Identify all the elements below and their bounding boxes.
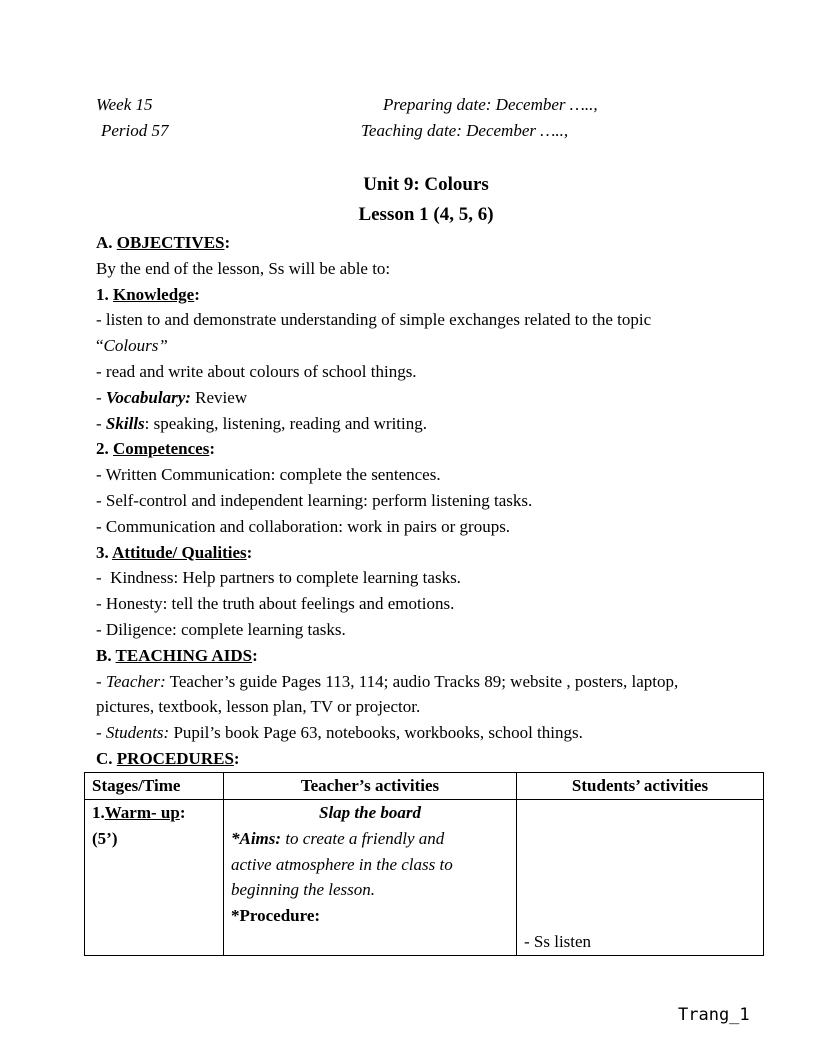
- vocabulary-line: [96, 385, 776, 411]
- stage-name: [92, 800, 216, 826]
- knowledge-line-1: - listen to and demonstrate understanding of simple exchanges related to the topic: [96, 310, 652, 330]
- attitude-item: - Diligence: complete learning tasks.: [96, 619, 346, 639]
- lesson-title: Lesson 1 (4, 5, 6): [358, 204, 494, 225]
- procedures-heading: C. PROCEDURES:: [96, 748, 240, 768]
- student-activity: - Ss listen: [524, 932, 592, 952]
- student-aids-line: [96, 720, 776, 746]
- week-label: Week 15: [96, 95, 153, 114]
- teacher-activities-cell: [224, 800, 517, 956]
- column-header: Students’ activities: [517, 773, 764, 800]
- section-prefix: B.: [96, 645, 116, 665]
- lesson-content: [96, 230, 776, 772]
- section-prefix: A.: [96, 233, 117, 252]
- section-heading-text: Knowledge: [113, 284, 195, 304]
- section-heading-text: OBJECTIVES: [116, 233, 225, 252]
- teaching-aids-heading: B. TEACHING AIDS:: [96, 645, 258, 665]
- aims-label: *Aims:: [231, 828, 282, 848]
- objectives-heading: A. OBJECTIVES:: [96, 233, 231, 252]
- attitude-item: - Honesty: tell the truth about feelings and emotions.: [96, 594, 455, 614]
- section-heading-text: PROCEDURES: [116, 748, 234, 768]
- section-prefix: 3.: [96, 542, 113, 562]
- preparing-date: Preparing date: December …..,: [383, 95, 598, 114]
- bullet-dash: -: [96, 413, 106, 433]
- section-prefix: 2.: [96, 439, 113, 459]
- skills-label: Skills: [105, 413, 145, 433]
- bullet-dash: -: [96, 723, 106, 743]
- knowledge-heading: 1. Knowledge:: [96, 284, 200, 304]
- stage-number: 1.: [92, 803, 105, 822]
- stage-colon: :: [179, 803, 186, 822]
- competences-heading: 2. Competences:: [96, 439, 215, 459]
- teaching-date: Teaching date: December …..,: [361, 121, 569, 140]
- column-header: Teacher’s activities: [224, 773, 517, 800]
- competence-item: - Written Communication: complete the sentences.: [96, 465, 441, 485]
- students-label: Students:: [105, 723, 170, 743]
- section-heading-text: Competences: [113, 439, 210, 459]
- section-prefix: 1.: [96, 284, 113, 304]
- students-activities-cell: [517, 800, 764, 956]
- topic-text: Colours”: [103, 336, 168, 356]
- section-heading-text: Attitude/ Qualities: [112, 542, 247, 562]
- aims-line: active atmosphere in the class to: [231, 854, 453, 874]
- table-header-row: [85, 773, 764, 800]
- objectives-intro: By the end of the lesson, Ss will be able to:: [96, 258, 391, 278]
- bullet-dash: -: [96, 671, 106, 691]
- aims-line: beginning the lesson.: [231, 880, 376, 900]
- bullet-dash: -: [96, 387, 106, 407]
- stage-name-text: Warm- up: [104, 803, 180, 822]
- teacher-aids-line-2: pictures, textbook, lesson plan, TV or projector.: [96, 697, 421, 717]
- teacher-label: Teacher:: [105, 671, 166, 691]
- table-row: [85, 800, 764, 956]
- stage-time: (5’): [92, 828, 118, 848]
- vocabulary-label: Vocabulary:: [105, 387, 191, 407]
- teacher-aids-text: Teacher’s guide Pages 113, 114; audio Tracks 89; website , posters, laptop,: [165, 671, 679, 691]
- procedures-table: [84, 772, 764, 956]
- section-heading-text: TEACHING AIDS: [115, 645, 253, 665]
- competence-item: - Communication and collaboration: work in pairs or groups.: [96, 516, 511, 536]
- vocabulary-value: Review: [190, 387, 248, 407]
- period-label: Period 57: [101, 121, 169, 140]
- attitude-heading: 3. Attitude/ Qualities:: [96, 542, 253, 562]
- competence-item: - Self-control and independent learning: perform listening tasks.: [96, 490, 533, 510]
- attitude-item: - Kindness: Help partners to complete learning tasks.: [96, 568, 461, 588]
- procedure-label: *Procedure:: [231, 906, 321, 926]
- knowledge-line-3: - read and write about colours of school things.: [96, 361, 417, 381]
- aims-text: to create a friendly and: [281, 828, 445, 848]
- quote-mark: “: [96, 336, 104, 356]
- section-prefix: C.: [96, 748, 117, 768]
- activity-title: Slap the board: [318, 803, 422, 822]
- skills-value: : speaking, listening, reading and writing.: [144, 413, 428, 433]
- column-header: Stages/Time: [85, 773, 224, 800]
- teacher-aids-line-1: [96, 669, 776, 695]
- knowledge-line-2: [96, 333, 776, 359]
- page-number: Trang_1: [678, 1005, 750, 1025]
- stage-cell: [85, 800, 224, 956]
- skills-line: [96, 411, 776, 437]
- aims-line: [231, 826, 509, 852]
- student-aids-text: Pupil’s book Page 63, notebooks, workbooks, school things.: [169, 723, 583, 743]
- unit-title: Unit 9: Colours: [363, 174, 489, 195]
